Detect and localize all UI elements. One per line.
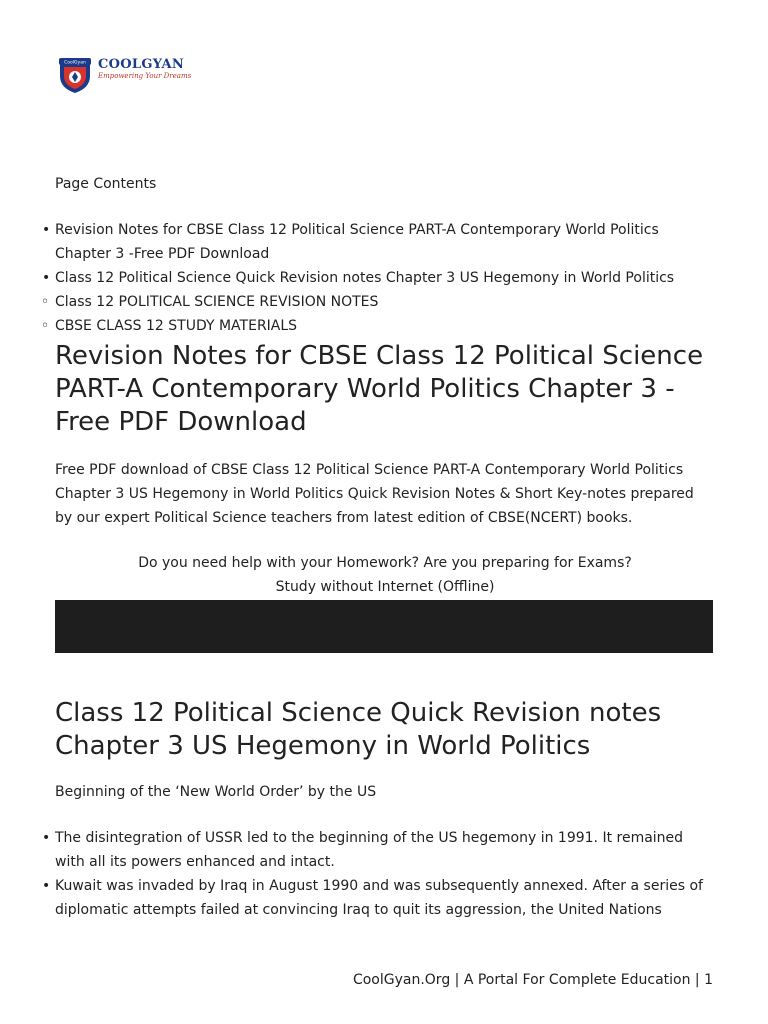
toc-sublink[interactable]: ◦ Class 12 POLITICAL SCIENCE REVISION NOTES xyxy=(55,290,715,314)
toc-sublink[interactable]: ◦ CBSE CLASS 12 STUDY MATERIALS xyxy=(55,314,715,338)
brand-name: COOLGYAN xyxy=(98,57,185,72)
coolgyan-emblem-icon xyxy=(54,52,96,94)
promo-banner[interactable] xyxy=(55,600,713,653)
brand-tagline: Empowering Your Dreams xyxy=(98,72,192,80)
section-subtitle: Beginning of the ‘New World Order’ by the US xyxy=(55,784,377,800)
toc-heading: Page Contents xyxy=(55,176,157,192)
document-body xyxy=(55,172,715,922)
toc-link[interactable]: • Class 12 Political Science Quick Revision notes Chapter 3 US Hegemony in World Politics xyxy=(55,266,715,290)
intro-paragraph: Free PDF download of CBSE Class 12 Political Science PART-A Contemporary World Politics Chapter 3 US Hegemony in World Politics Quick Revision Notes & Short Key-notes prepared by our expert Political Science teachers from latest edition of CBSE(NCERT) books. xyxy=(55,462,694,526)
toc-link[interactable]: • Revision Notes for CBSE Class 12 Political Science PART-A Contemporary World Politics Chapter 3 -Free PDF Download xyxy=(55,218,715,266)
promo-question: Do you need help with your Homework? Are you preparing for Exams? xyxy=(138,555,632,571)
table-of-contents xyxy=(55,218,715,338)
svg-text:CoolGyan: CoolGyan xyxy=(64,60,86,66)
page-footer: CoolGyan.Org | A Portal For Complete Education | 1 xyxy=(352,972,713,988)
promo-offline-text: Study without Internet (Offline) xyxy=(275,579,495,595)
section-title: Revision Notes for CBSE Class 12 Political Science PART-A Contemporary World Politics Chapter 3 -Free PDF Download xyxy=(55,341,704,437)
list-item: • The disintegration of USSR led to the beginning of the US hegemony in 1991. It remained with all its powers enhanced and intact. xyxy=(55,826,715,874)
revision-points xyxy=(55,826,715,922)
list-item: • Kuwait was invaded by Iraq in August 1990 and was subsequently annexed. After a series of diplomatic attempts failed at convincing Iraq to quit its aggression, the United Nations xyxy=(55,874,715,922)
section-title: Class 12 Political Science Quick Revision notes Chapter 3 US Hegemony in World Politics xyxy=(55,698,662,761)
coolgyan-logo xyxy=(54,50,194,95)
